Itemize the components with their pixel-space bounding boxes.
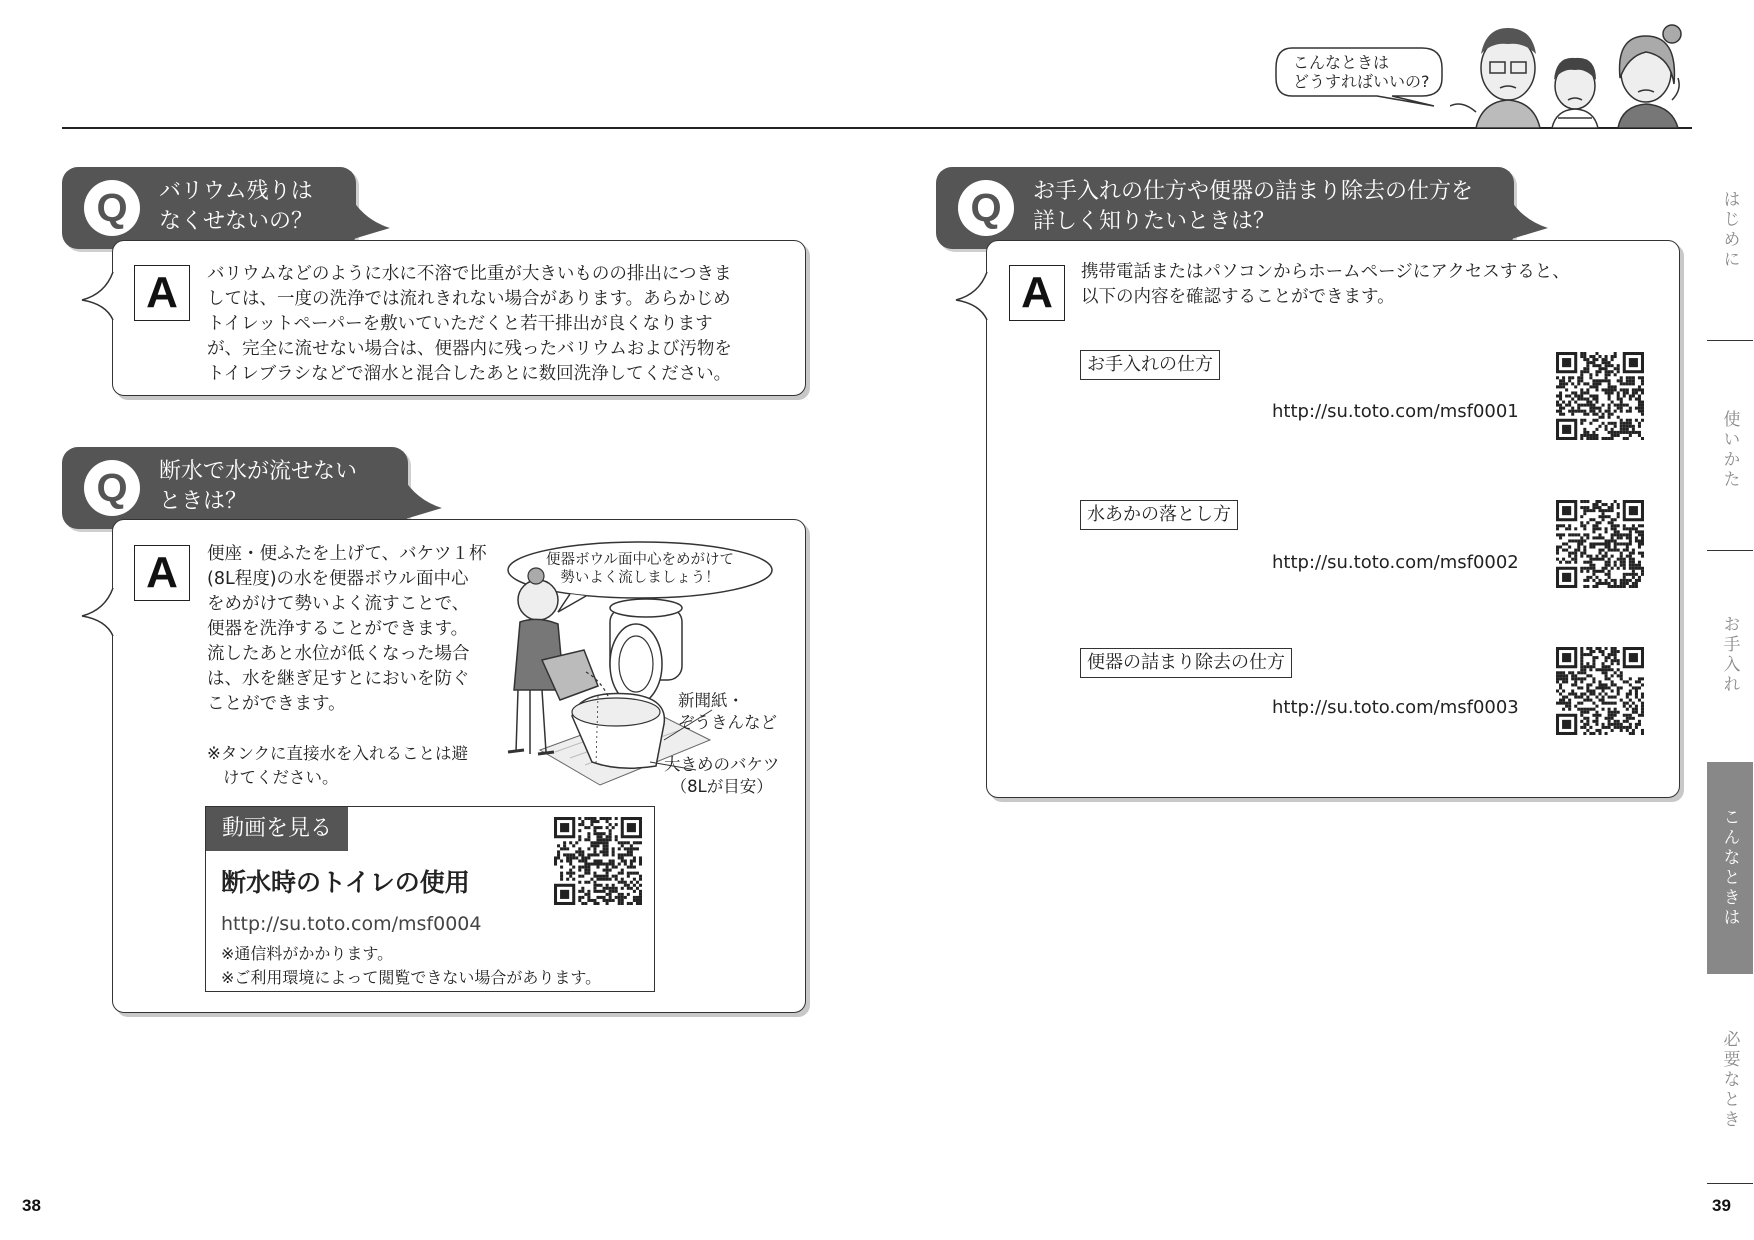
- q2-answer-line: (8L程度)の水を便器ボウル面中心: [207, 569, 469, 589]
- q1-title-line2: なくせないの？: [159, 209, 314, 234]
- tab-divider: [1707, 550, 1753, 551]
- video-url[interactable]: http://su.toto.com/msf0004: [221, 913, 482, 935]
- q2-header-tail: [402, 476, 444, 524]
- q2-note-line2: けてください。: [223, 768, 339, 787]
- newspaper-label-line2: ぞうきんなど: [678, 713, 777, 732]
- link-label-care: お手入れの仕方: [1080, 350, 1220, 380]
- tab-tsukaikata[interactable]: [1707, 390, 1753, 510]
- q2-answer-tail: [80, 588, 116, 638]
- q2-answer-line: 便器を洗浄することができます。: [207, 619, 469, 639]
- q2-header: [62, 447, 408, 529]
- q3-a-badge: A: [1009, 265, 1065, 321]
- header-bubble-line2: どうすればいいの?: [1293, 72, 1430, 91]
- q1-header-tail: [350, 196, 392, 244]
- q3-title-line1: お手入れの仕方や便器の詰まり除去の仕方を: [1033, 179, 1474, 204]
- video-note1: ※通信料がかかります。: [221, 944, 394, 963]
- header-bubble-text: [1293, 53, 1430, 91]
- qr-code[interactable]: [1556, 352, 1644, 440]
- illustration-bubble-line1: 便器ボウル面中心をめがけて: [545, 552, 735, 568]
- video-tag: 動画を見る: [206, 807, 348, 851]
- illustration-bubble-text: [530, 551, 750, 587]
- link-url-clog[interactable]: http://su.toto.com/msf0003: [1272, 697, 1519, 718]
- q2-answer-line: 便座・便ふたを上げて、バケツ１杯: [207, 544, 487, 564]
- newspaper-label-line1: 新聞紙・: [678, 691, 744, 710]
- q2-answer-line: は、水を継ぎ足すとにおいを防ぐ: [207, 669, 470, 689]
- q1-answer-line: バリウムなどのように水に不溶で比重が大きいものの排出につきま: [207, 264, 732, 284]
- video-title: 断水時のトイレの使用: [221, 868, 470, 897]
- q2-title-line2: ときは？: [159, 489, 248, 514]
- newspaper-label: [678, 690, 777, 734]
- q3-header: [936, 167, 1514, 249]
- bucket-label: [664, 754, 779, 798]
- family-illustration: [1450, 14, 1700, 128]
- q2-title-line1: 断水で水が流せない: [159, 459, 358, 484]
- q1-answer-line: トイレブラシなどで溜水と混合したあとに数回洗浄してください。: [207, 364, 732, 384]
- illustration-bubble-line2: 勢いよく流しましょう！: [560, 570, 720, 586]
- video-box[interactable]: [205, 806, 655, 992]
- q1-answer-tail: [80, 272, 116, 322]
- q1-answer-line: トイレットペーパーを敷いていただくと若干排出が良くなります: [207, 314, 713, 334]
- link-label-scale: 水あかの落とし方: [1080, 500, 1238, 530]
- tab-label: 使いかた: [1719, 410, 1740, 490]
- video-note2: ※ご利用環境によって閲覧できない場合があります。: [221, 968, 602, 987]
- q3-answer-tail: [954, 272, 990, 322]
- q2-answer-line: ことができます。: [207, 694, 346, 714]
- q2-note-line1: ※タンクに直接水を入れることは避: [207, 744, 468, 763]
- tab-konnatokiwa[interactable]: [1707, 762, 1753, 974]
- page-number-right: 39: [1712, 1196, 1731, 1215]
- qr-code[interactable]: [1556, 647, 1644, 735]
- tab-hitsuyounatoki[interactable]: [1707, 1010, 1753, 1150]
- q1-header: [62, 167, 356, 249]
- q3-intro-text: [1081, 260, 1671, 310]
- header-bubble-line1: こんなときは: [1293, 53, 1390, 72]
- q2-answer-line: をめがけて勢いよく流すことで、: [207, 594, 470, 614]
- q2-answer-text: [207, 542, 507, 717]
- q1-a-badge: A: [134, 265, 190, 321]
- qr-code[interactable]: [1556, 500, 1644, 588]
- header-rule: [62, 127, 1692, 129]
- bucket-label-line2: （8Lが目安）: [670, 777, 773, 796]
- q3-intro-line2: 以下の内容を確認することができます。: [1081, 287, 1395, 307]
- tab-hajimeni[interactable]: [1707, 170, 1753, 290]
- q2-answer-line: 流したあと水位が低くなった場合: [207, 644, 470, 664]
- tab-oteire[interactable]: [1707, 600, 1753, 710]
- q1-answer-line: しては、一度の洗浄では流れきれない場合があります。あらかじめ: [207, 289, 731, 309]
- tab-label: こんなときは: [1719, 808, 1740, 928]
- q2-a-badge: A: [134, 545, 190, 601]
- page-number-left: 38: [22, 1196, 41, 1215]
- q2-q-badge: Q: [84, 460, 140, 516]
- q3-intro-line1: 携帯電話またはパソコンからホームページにアクセスすると、: [1081, 262, 1570, 282]
- q1-answer-line: が、完全に流せない場合は、便器内に残ったバリウムおよび汚物を: [207, 339, 732, 359]
- bucket-label-line1: 大きめのバケツ: [664, 755, 780, 774]
- link-url-care[interactable]: http://su.toto.com/msf0001: [1272, 401, 1519, 422]
- q1-q-badge: Q: [84, 180, 140, 236]
- tab-label: お手入れ: [1719, 615, 1740, 695]
- qr-code[interactable]: [554, 817, 642, 905]
- tab-divider: [1707, 1183, 1753, 1184]
- link-url-scale[interactable]: http://su.toto.com/msf0002: [1272, 552, 1519, 573]
- tab-label: はじめに: [1719, 190, 1740, 270]
- q1-answer-text: [207, 262, 797, 387]
- link-label-clog: 便器の詰まり除去の仕方: [1080, 648, 1292, 678]
- q1-title-line1: バリウム残りは: [159, 179, 313, 204]
- q2-note: [207, 742, 468, 790]
- q3-q-badge: Q: [958, 180, 1014, 236]
- tab-label: 必要なとき: [1719, 1030, 1740, 1130]
- tab-divider: [1707, 340, 1753, 341]
- q3-title-line2: 詳しく知りたいときは？: [1033, 209, 1276, 234]
- q3-header-tail: [1508, 196, 1550, 244]
